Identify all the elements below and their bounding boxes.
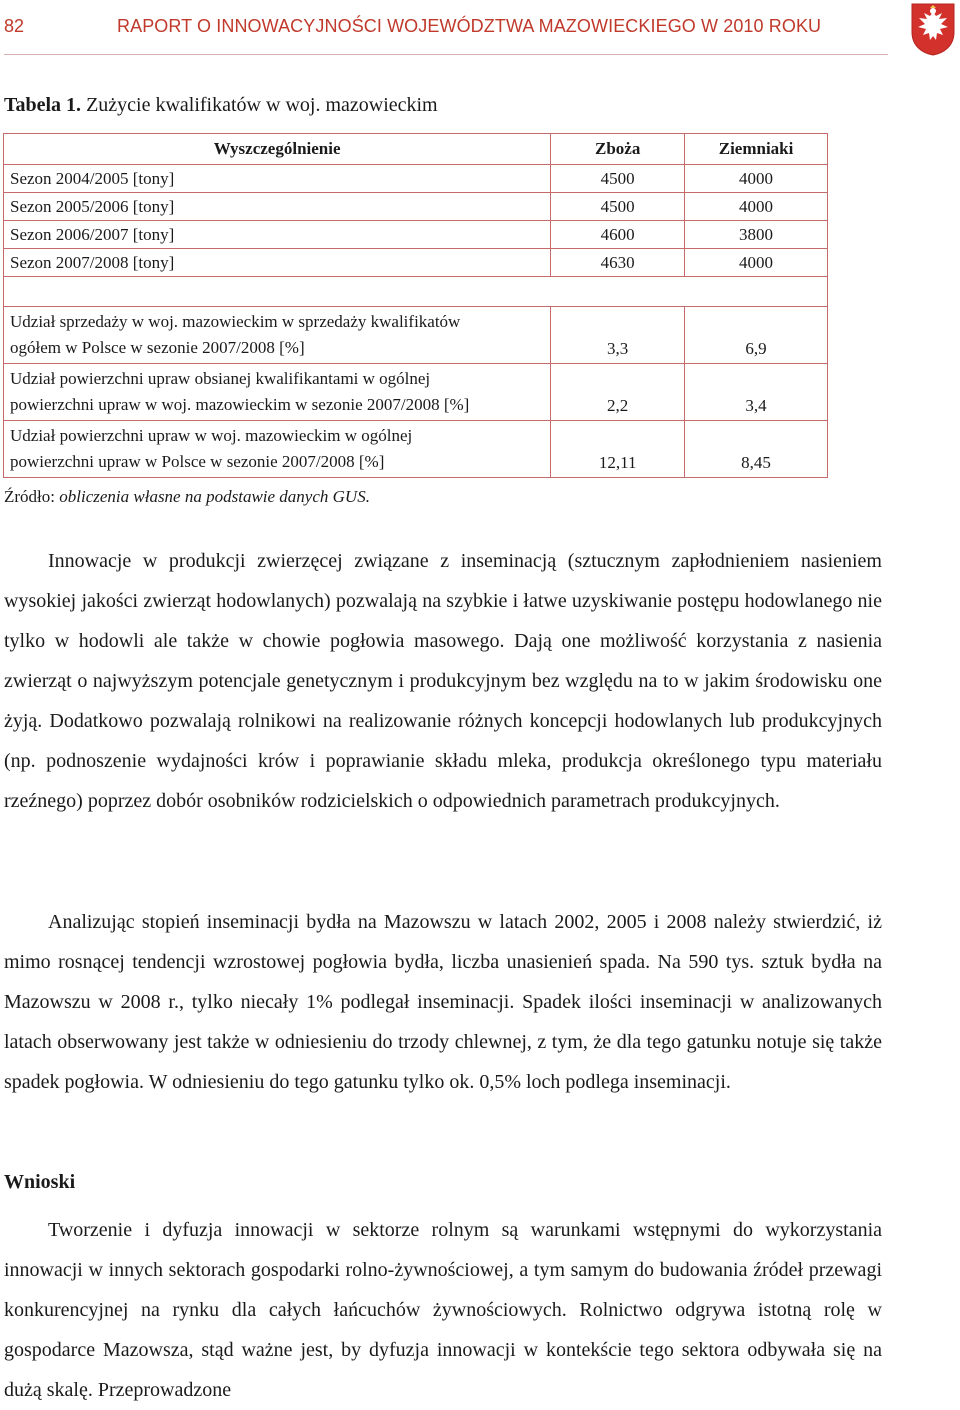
table-caption-text: Zużycie kwalifikatów w woj. mazowieckim xyxy=(81,94,438,116)
cell-zboza: 3,3 xyxy=(551,307,685,364)
paragraph-1 xyxy=(4,541,882,821)
row-label xyxy=(4,421,551,478)
table-caption xyxy=(4,94,438,117)
table-spacer-row xyxy=(4,277,828,307)
cell-ziemniaki: 3800 xyxy=(685,221,828,249)
cell-zboza: 4630 xyxy=(551,249,685,277)
spacer-cell xyxy=(4,277,828,307)
table-caption-number: Tabela 1. xyxy=(4,94,82,116)
table-row xyxy=(4,364,828,421)
cell-ziemniaki: 8,45 xyxy=(685,421,828,478)
row-label-line: powierzchni upraw w Polsce w sezonie 2007/2008 [%] xyxy=(10,452,385,471)
table-header-row xyxy=(4,134,828,165)
page-header xyxy=(0,0,960,60)
row-label xyxy=(4,307,551,364)
cell-ziemniaki: 3,4 xyxy=(685,364,828,421)
cell-ziemniaki: 6,9 xyxy=(685,307,828,364)
table-row xyxy=(4,421,828,478)
row-label-line: ogółem w Polsce w sezonie 2007/2008 [%] xyxy=(10,338,305,357)
table-row xyxy=(4,165,828,193)
cell-zboza: 2,2 xyxy=(551,364,685,421)
row-label-line: Udział powierzchni upraw obsianej kwalifikantami w ogólnej xyxy=(10,369,431,388)
column-header: Zboża xyxy=(551,134,685,165)
column-header: Ziemniaki xyxy=(685,134,828,165)
paragraph-2 xyxy=(4,902,882,1102)
paragraph-text: Analizując stopień inseminacji bydła na Mazowszu w latach 2002, 2005 i 2008 należy stwierdzić, iż mimo rosnącej tendencji wzrostowej pogłowia bydła, liczba unasienień spada. Na 590 tys. sztuk bydła na Mazowszu w 2008 r., tylko niecały 1% podlegał inseminacji. Spadek ilości inseminacji w analizowanych latach obserwowany jest także w odniesieniu do trzody chlewnej, z tym, że dla tego gatunku notuje się także spadek pogłowia. W odniesieniu do tego gatunku tylko ok. 0,5% loch podlega inseminacji. xyxy=(4,911,882,1093)
data-table xyxy=(3,133,828,478)
row-label: Sezon 2004/2005 [tony] xyxy=(4,165,551,193)
running-title: RAPORT O INNOWACYJNOŚCI WOJEWÓDZTWA MAZOWIECKIEGO W 2010 ROKU xyxy=(117,16,822,36)
source-text: obliczenia własne na podstawie danych GUS. xyxy=(59,487,370,506)
row-label-line: Udział sprzedaży w woj. mazowieckim w sprzedaży kwalifikatów xyxy=(10,312,461,331)
cell-zboza: 4600 xyxy=(551,221,685,249)
table-row xyxy=(4,193,828,221)
row-label-line: Udział powierzchni upraw w woj. mazowieckim w ogólnej xyxy=(10,426,413,445)
cell-ziemniaki: 4000 xyxy=(685,165,828,193)
column-header: Wyszczególnienie xyxy=(4,134,551,165)
page-number: 82 xyxy=(4,16,25,36)
paragraph-3 xyxy=(4,1210,882,1410)
source-label: Źródło: xyxy=(4,487,60,506)
table-source-note xyxy=(4,487,370,507)
cell-ziemniaki: 4000 xyxy=(685,249,828,277)
paragraph-text: Innowacje w produkcji zwierzęcej związane z inseminacją (sztucznym zapłodnieniem nasieniem wysokiej jakości zwierząt hodowlanych) pozwalają na szybkie i łatwe uzyskiwanie postępu hodowlanego nie tylko w hodowli ale także w chowie pogłowia masowego. Dają one możliwość korzystania z nasienia zwierząt o najwyższym potencjale genetycznym i produkcyjnym bez względu na to w jakim środowisku one żyją. Dodatkowo pozwalają rolnikowi na realizowanie różnych koncepcji hodowlanych lub produkcyjnych (np. podnoszenie wydajności krów i poprawianie składu mleka, produkcja określonego typu materiału rzeźnego) poprzez dobór osobników rodzicielskich o odpowiednich parametrach produkcyjnych. xyxy=(4,550,882,812)
row-label-line: powierzchni upraw w woj. mazowieckim w sezonie 2007/2008 [%] xyxy=(10,395,470,414)
row-label: Sezon 2007/2008 [tony] xyxy=(4,249,551,277)
row-label: Sezon 2006/2007 [tony] xyxy=(4,221,551,249)
table-row xyxy=(4,221,828,249)
section-heading: Wnioski xyxy=(4,1171,76,1193)
cell-zboza: 4500 xyxy=(551,165,685,193)
table-row xyxy=(4,307,828,364)
row-label xyxy=(4,364,551,421)
eagle-crest-icon xyxy=(908,2,958,56)
header-rule xyxy=(4,54,888,55)
cell-zboza: 12,11 xyxy=(551,421,685,478)
row-label: Sezon 2005/2006 [tony] xyxy=(4,193,551,221)
paragraph-text: Tworzenie i dyfuzja innowacji w sektorze rolnym są warunkami wstępnymi do wykorzystania innowacji w innych sektorach gospodarki rolno-żywnościowej, a tym samym do budowania źródeł przewagi konkurencyjnej na rynku dla całych łańcuchów żywnościowych. Rolnictwo odgrywa istotną rolę w gospodarce Mazowsza, stąd ważne jest, by dyfuzja innowacji w kontekście tego sektora odbywała się na dużą skalę. Przeprowadzone xyxy=(4,1219,882,1401)
table-row xyxy=(4,249,828,277)
cell-zboza: 4500 xyxy=(551,193,685,221)
cell-ziemniaki: 4000 xyxy=(685,193,828,221)
